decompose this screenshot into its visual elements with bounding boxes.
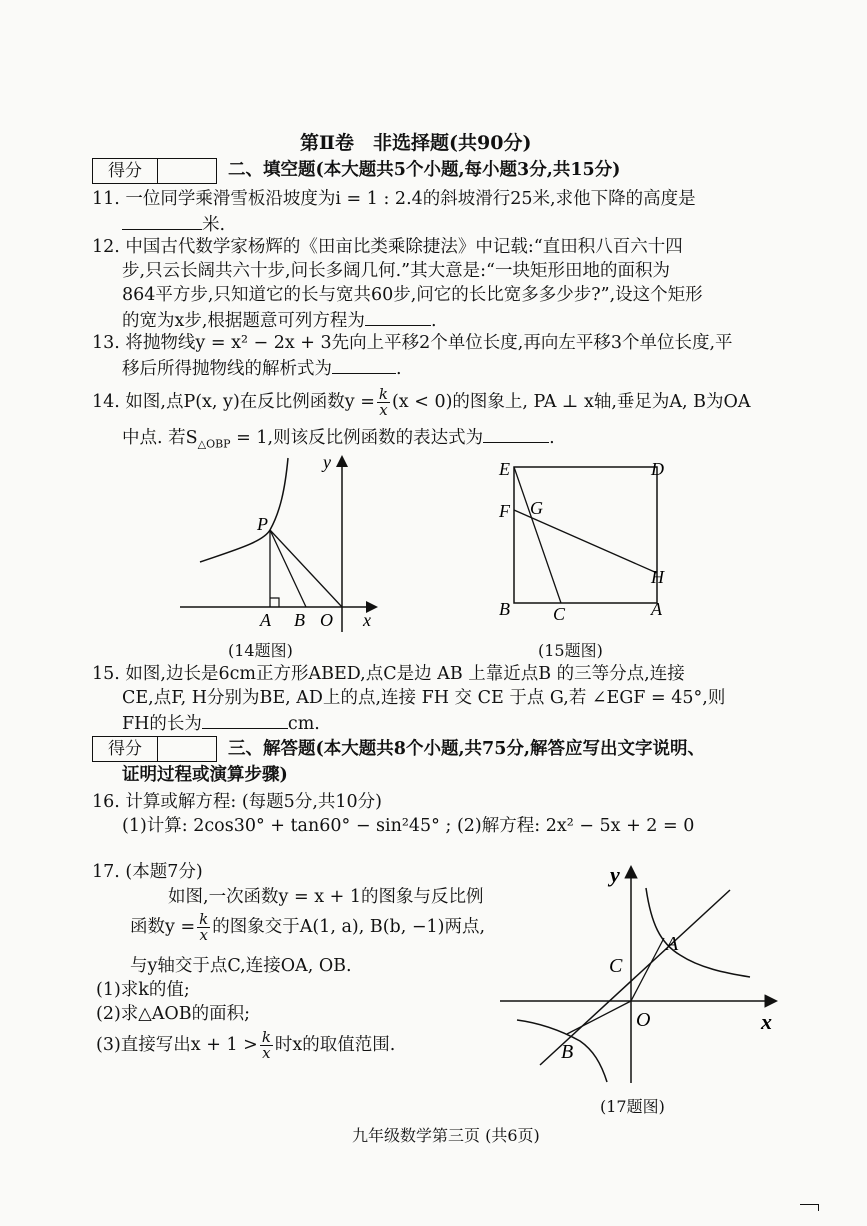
q16-line2: (1)计算: 2cos30° + tan60° − sin²45° ; (2)解方程: 2x² − 5x + 2 = 0 (122, 816, 695, 836)
fraction-numerator: k (378, 385, 388, 403)
label-a: A (666, 933, 679, 955)
fraction-denominator: x (379, 401, 388, 419)
fraction (260, 1030, 273, 1061)
fig17-caption: (17题图) (600, 1097, 665, 1116)
q17-line4: 与y轴交于点C,连接OA, OB. (130, 956, 352, 976)
score-label: 得分 (93, 159, 158, 183)
segment-pb (270, 530, 306, 607)
q17-sub3-a: (3)直接写出x + 1 > (96, 1035, 258, 1055)
fraction-numerator: k (261, 1028, 271, 1046)
answer-blank[interactable] (122, 211, 202, 230)
label-c: C (609, 955, 623, 977)
page-footer: 九年级数学第三页 (共6页) (352, 1126, 540, 1145)
label-b: B (561, 1041, 574, 1063)
q15-line3 (122, 710, 320, 736)
hyperbola-branch-1 (646, 888, 750, 977)
fig15-caption: (15题图) (538, 641, 603, 660)
fraction-numerator: k (199, 910, 209, 928)
fig14-caption: (14题图) (228, 641, 293, 660)
answer-blank[interactable] (365, 307, 431, 326)
section-title: 第Ⅱ卷 非选择题(共90分) (300, 132, 532, 154)
score-box (92, 736, 217, 762)
label-o: O (320, 610, 333, 630)
fraction-denominator: x (199, 926, 208, 944)
q14-line1 (92, 387, 751, 418)
q17-line3-b: 的图象交于A(1, a), B(b, −1)两点, (212, 917, 486, 937)
q14-line1-b: (x < 0)的图象上, PA ⊥ x轴,垂足为A, B为OA (391, 392, 751, 412)
q12-line3: 864平方步,只知道它的长与宽共60步,问它的长比宽多多少步?”,设这个矩形 (122, 285, 703, 305)
label-c: C (553, 604, 566, 624)
label-e: E (499, 459, 510, 479)
q17-line2: 如图,一次函数y = x + 1的图象与反比例 (168, 887, 484, 907)
q13-line2-text: 移后所得抛物线的解析式为 (122, 359, 332, 379)
q14-line2-b: = 1,则该反比例函数的表达式为 (230, 428, 484, 448)
q12-line4-text: 的宽为x步,根据题意可列方程为 (122, 311, 365, 331)
segment-oa (631, 938, 664, 1001)
q12-line4: 的宽为x步,根据题意可列方程为 . (122, 307, 437, 333)
fraction (197, 912, 210, 943)
fraction-denominator: x (262, 1044, 271, 1062)
q16-line1: 16. 计算或解方程: (每题5分,共10分) (92, 792, 382, 812)
q15-unit: cm. (287, 714, 320, 734)
score-field[interactable] (158, 159, 216, 183)
label-x: x (761, 1009, 772, 1034)
q17-sub3 (96, 1028, 395, 1062)
label-a: A (260, 610, 271, 630)
q17-sub1: (1)求k的值; (96, 980, 190, 1000)
q13-line1: 13. 将抛物线y = x² − 2x + 3先向上平移2个单位长度,再向左平移3个单位长度,平 (92, 333, 733, 353)
label-x: x (363, 610, 371, 630)
square-abed (514, 467, 657, 603)
answer-blank[interactable] (202, 710, 288, 729)
line-y-x-plus-1 (540, 890, 730, 1065)
label-h: H (651, 567, 664, 587)
q17-sub2: (2)求△AOB的面积; (96, 1004, 250, 1024)
q15-line2: CE,点F, H分别为BE, AD上的点,连接 FH 交 CE 于点 G,若 ∠EGF = 45°,则 (122, 688, 726, 708)
q13-line2: 移后所得抛物线的解析式为 . (122, 355, 402, 381)
q15-line3-a: FH的长为 (122, 714, 202, 734)
q12-line1: 12. 中国古代数学家杨辉的《田亩比类乘除捷法》中记载:“直田积八百六十四 (92, 237, 683, 257)
label-y: y (610, 862, 620, 887)
fraction (377, 387, 390, 418)
segment-po (270, 530, 342, 607)
score-label: 得分 (93, 737, 158, 761)
segment-fh (514, 510, 657, 573)
hyperbola-curve (200, 458, 288, 562)
label-o: O (636, 1009, 651, 1031)
label-a: A (651, 599, 662, 619)
label-g: G (530, 498, 543, 518)
figure-14 (175, 450, 390, 640)
q15-line1: 15. 如图,边长是6cm正方形ABED,点C是边 AB 上靠近点B 的三等分点,连接 (92, 664, 685, 684)
part3-header-line1: 三、解答题(本大题共8个小题,共75分,解答应写出文字说明、 (228, 739, 705, 759)
label-p: P (257, 514, 268, 534)
right-angle-mark (270, 598, 279, 607)
label-d: D (651, 459, 664, 479)
figure-17 (495, 858, 785, 1088)
score-field[interactable] (158, 737, 216, 761)
q14-line2: 中点. 若$S_{\triangle OBP} = 1$,则该反比例函数的表达式为 . (122, 424, 555, 457)
q17-line1: 17. (本题7分) (92, 862, 203, 882)
q11-line2 (122, 211, 225, 237)
corner-mark (800, 1204, 819, 1211)
q17-line3-a: 函数y = (130, 917, 196, 937)
q11-unit: 米. (202, 215, 226, 235)
q12-line2: 步,只云长阔共六十步,问长多阔几何.”其大意是:“一块矩形田地的面积为 (122, 261, 670, 281)
segment-ob (567, 1001, 631, 1034)
q14-subscript: △OBP (197, 437, 231, 451)
q11-line1: 11. 一位同学乘滑雪板沿坡度为i = 1 : 2.4的斜坡滑行25米,求他下降的高度是 (92, 189, 696, 209)
label-f: F (499, 501, 510, 521)
label-b: B (499, 599, 510, 619)
figure-15 (495, 455, 685, 625)
q17-sub3-b: 时x的取值范围. (274, 1035, 396, 1055)
label-y: y (323, 452, 331, 472)
answer-blank[interactable] (332, 355, 396, 374)
q14-line1-a: 14. 如图,点P(x, y)在反比例函数y = (92, 392, 375, 412)
part3-header-line2: 证明过程或演算步骤) (122, 765, 288, 785)
q14-line2-a: 中点. 若S (122, 428, 198, 448)
score-box (92, 158, 217, 184)
part2-header: 二、填空题(本大题共5个小题,每小题3分,共15分) (228, 160, 621, 180)
segment-ce (514, 467, 561, 603)
answer-blank[interactable] (483, 424, 549, 443)
q17-line3 (130, 910, 485, 944)
label-b: B (294, 610, 305, 630)
